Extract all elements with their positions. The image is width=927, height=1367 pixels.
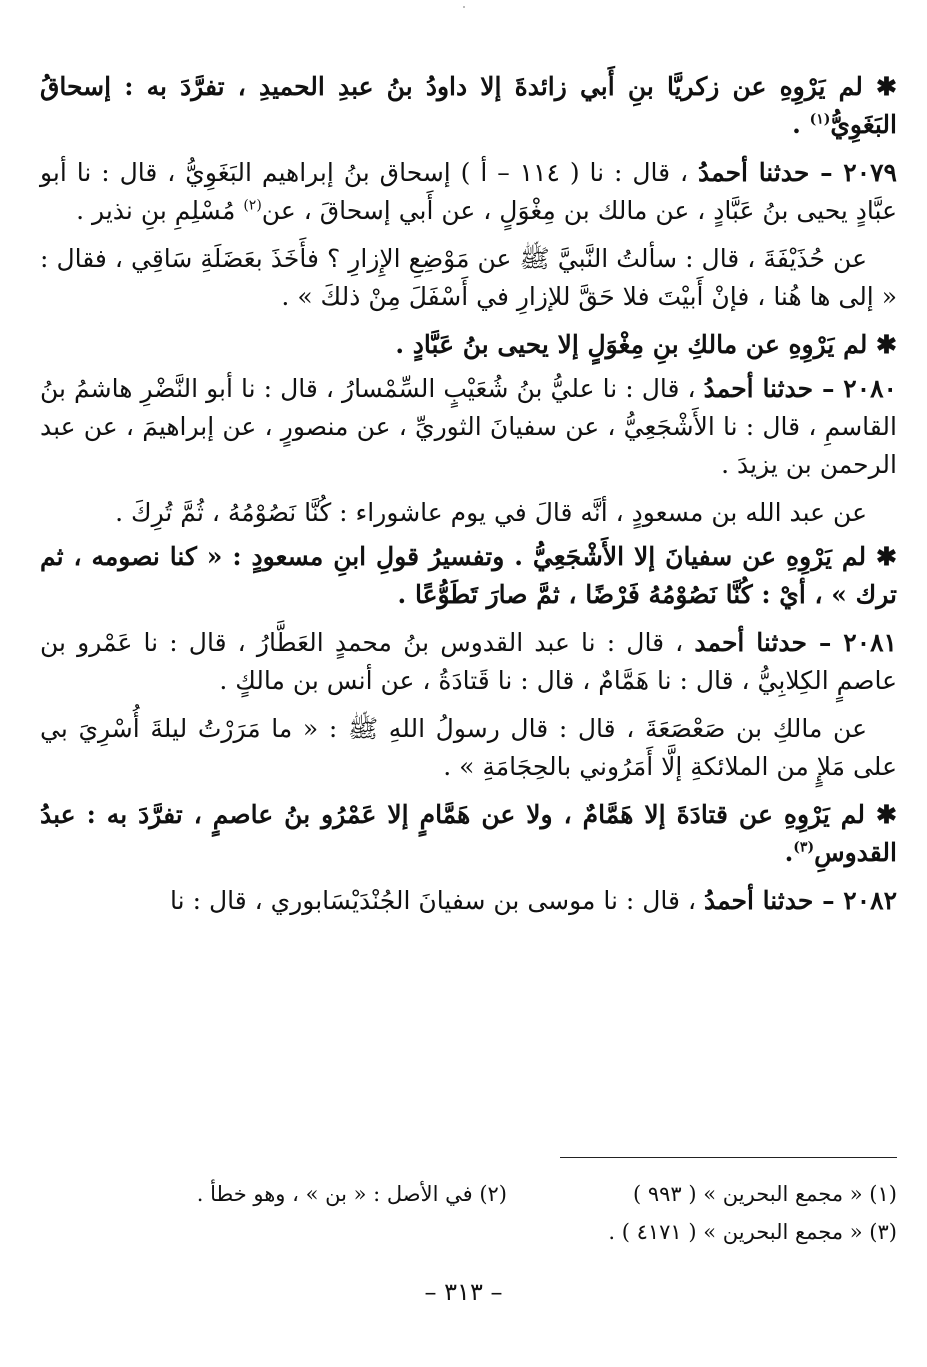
- paragraph-note-4: [40, 796, 897, 872]
- note-tail: .: [792, 110, 810, 139]
- matn-text: عن حُذَيْفَةَ ، قال : سألتُ النَّبيَّ ﷺ عن مَوْضِعِ الإِزارِ ؟ فأَخَذَ بعَضَلَةِ سَاقِي ، فقال : « إلى ها هُنا ، فإنْ أَبيْتَ فلا حَقَّ للإزارِ في أَسْفَلَ مِنْ ذلكَ » .: [40, 244, 897, 311]
- hadith-lead: حدثنا أحمد: [694, 628, 819, 657]
- footnote-2: (٢) في الأصل : « بن » ، وهو خطأ .: [196, 1182, 507, 1206]
- page-body: [40, 68, 897, 930]
- hadith-chain: ، قال : نا موسى بن سفيانَ الجُنْدَيْسَابوري ، قال : نا: [170, 886, 704, 915]
- hadith-number: ٢٠٧٩ –: [820, 158, 897, 187]
- hadith-text-2080: [40, 494, 897, 532]
- hadith-2082: [40, 882, 897, 920]
- matn-text: عن عبد الله بن مسعودٍ ، أنَّه قالَ في يوم عاشوراء : كُنَّا نَصُوْمُهُ ، ثُمَّ تُرِكَ .: [115, 498, 867, 527]
- hadith-2080: [40, 370, 897, 484]
- matn-text: عن مالكِ بن صَعْصَعَةَ ، قال : قال رسولُ اللهِ ﷺ : « ما مَرَرْتُ ليلةَ أُسْرِيَ بي على مَلإٍ من الملائكةِ إلَّا أَمَرُوني بالحِجَامَةِ » .: [40, 714, 897, 781]
- footnote-1: (١) « مجمع البحرين » ( ٩٩٣ ): [632, 1182, 897, 1206]
- note-tail: .: [784, 838, 794, 867]
- footnote-separator: [560, 1157, 897, 1158]
- footnote-ref-2: (٢): [243, 197, 262, 214]
- page-number: – ٣١٣ –: [424, 1278, 503, 1306]
- note-text: ✱ لم يَرْوِهِ عن مالكِ بنِ مِغْوَلٍ إلا يحيى بنُ عَبَّادٍ .: [395, 330, 897, 359]
- hadith-lead: حدثنا أحمدُ: [698, 158, 821, 187]
- hadith-chain: ، قال : نا ( ١١٤ – أ ) إسحاق بنُ إبراهيم البَغَوِيُّ ، قال : نا أبو عبَّادٍ يحيى بنُ عَبَّادٍ ، عن مالك بن مِغْوَلٍ ، عن أَبي إسحاقَ ، عن: [40, 158, 897, 225]
- hadith-chain-tail: مُسْلِمِ بنِ نذير .: [76, 196, 244, 225]
- footnote-3: (٣) « مجمع البحرين » ( ٤١٧١ ) .: [608, 1220, 897, 1244]
- hadith-text-2081: [40, 710, 897, 786]
- hadith-lead: حدثنا أحمدُ: [703, 374, 822, 403]
- note-text: ✱ لم يَرْوِهِ عن زكريَّا بنِ أَبي زائدةَ إلا داودُ بنُ عبدِ الحميدِ ، تفرَّدَ به : إسحاقُ البَغَوِيُّ: [40, 72, 897, 139]
- hadith-chain: ، قال : نا عبد القدوس بنُ محمدٍ العَطَّارُ ، قال : نا عَمْرو بن عاصمٍ الكِلابِيُّ ، قال : نا هَمَّامٌ ، قال : نا قَتادَةُ ، عن أنس بن مالكٍ .: [40, 628, 897, 695]
- paragraph-note-3: [40, 538, 897, 614]
- paragraph-note-2: [40, 326, 897, 364]
- hadith-2079: [40, 154, 897, 230]
- footnote-ref-3: (٣): [793, 839, 815, 856]
- hadith-text-2079: [40, 240, 897, 316]
- hadith-chain: ، قال : نا عليُّ بنُ شُعَيْبٍ السِّمْسارُ ، قال : نا أبو النَّضْرِ هاشمُ بنُ القاسمِ ، قال : نا الأَشْجَعِيُّ ، عن سفيانَ الثوريِّ ، عن منصورٍ ، عن إبراهيمَ ، عن عبد الرحمن بن يزيدَ .: [40, 374, 897, 479]
- hadith-number: ٢٠٨١ –: [818, 628, 897, 657]
- hadith-lead: حدثنا أحمدُ: [703, 886, 823, 915]
- scan-speck: [463, 6, 465, 8]
- note-text: ✱ لم يَرْوِهِ عن قتادَةَ إلا هَمَّامٌ ، ولا عن هَمَّامٍ إلا عَمْرُو بنُ عاصمٍ ، تفرَّدَ به : عبدُ القدوسِ: [40, 800, 897, 867]
- hadith-number: ٢٠٨٠ –: [821, 374, 897, 403]
- hadith-2081: [40, 624, 897, 700]
- note-text: ✱ لم يَرْوِهِ عن سفيانَ إلا الأَشْجَعِيُّ . وتفسيرُ قولِ ابنِ مسعودٍ : « كنا نصومه ، ثم ترك » ، أيْ : كُنَّا نَصُوْمُهُ فَرْضًا ، ثمَّ صارَ تَطَوُّعًا .: [40, 542, 897, 609]
- hadith-number: ٢٠٨٢ –: [822, 886, 897, 915]
- paragraph-note-1: [40, 68, 897, 144]
- footnote-ref-1: (١): [809, 111, 831, 128]
